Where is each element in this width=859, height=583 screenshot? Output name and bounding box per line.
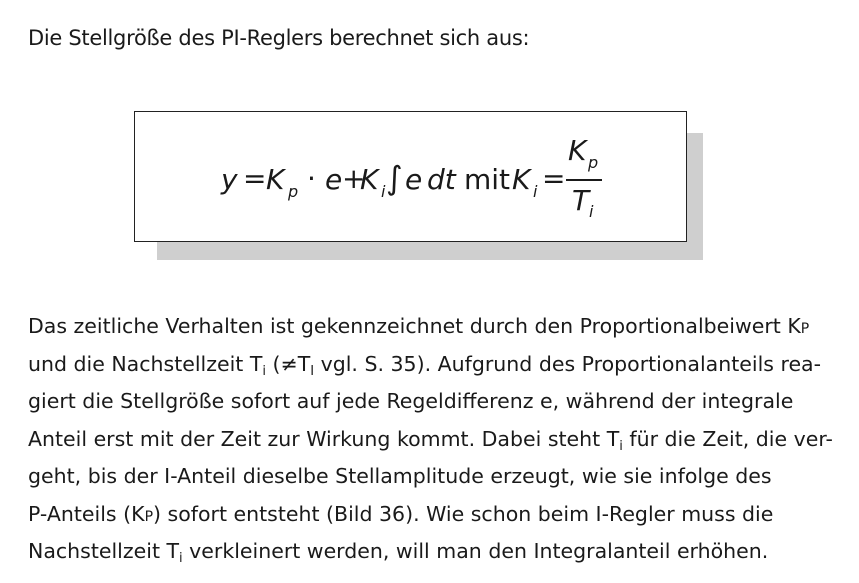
line-1-text: Das zeitliche Verhalten ist gekennzeichnet durch den Proportionalbeiwert K — [28, 314, 801, 338]
line-7-text-b: verkleinert werden, will man den Integralanteil erhöhen. — [182, 539, 769, 563]
paragraph-line-3: giert die Stellgröße sofort auf jede Regeldifferenz e, während der integrale — [28, 389, 794, 413]
formula-fraction-numerator: K — [568, 134, 587, 167]
formula-ki: K — [360, 163, 379, 196]
formula-ki-sub: i — [381, 182, 386, 201]
formula-denominator-sub: i — [589, 202, 594, 221]
line-4-text-a: Anteil erst mit der Zeit zur Wirkung kommt. Dabei steht T — [28, 426, 620, 451]
paragraph-line-4 — [28, 421, 833, 459]
line-7-text-a: Nachstellzeit T — [28, 539, 180, 563]
line-2-text-c: vgl. S. 35). Aufgrund des Proportionalanteils rea- — [314, 351, 822, 376]
ti-subscript: i — [262, 363, 267, 379]
formula-e: e — [325, 163, 343, 196]
ti-subscript-3: i — [179, 551, 183, 566]
line-2-text-a: und die Nachstellzeit T — [28, 351, 263, 376]
line-4-text-b: für die Zeit, die ver- — [622, 426, 833, 451]
body-paragraph — [28, 308, 833, 571]
formula-equals2: = — [542, 162, 566, 195]
formula-kp-sub: p — [288, 182, 299, 201]
paragraph-line-1 — [28, 308, 810, 346]
formula-mit: mit — [464, 163, 511, 196]
formula-y: y — [221, 163, 238, 196]
formula-e2: e — [405, 163, 423, 196]
ti-subscript-2: i — [619, 438, 623, 454]
tI-subscript: I — [310, 363, 315, 379]
paragraph-line-2 — [28, 346, 822, 384]
formula-fraction-denominator: T — [572, 184, 590, 217]
formula-integral: ∫ — [386, 159, 403, 197]
kp-subscript-2: P — [144, 508, 154, 525]
formula-dot: · — [307, 162, 316, 195]
pi-controller-formula — [135, 112, 686, 241]
formula-dt: dt — [427, 163, 456, 196]
formula-numerator-sub: p — [588, 153, 599, 172]
paragraph-line-6 — [28, 496, 796, 534]
kp-subscript: P — [800, 321, 810, 337]
line-6-text-a: P-Anteils (K — [28, 501, 145, 526]
intro-text: Die Stellgröße des PI-Reglers berechnet sich aus: — [28, 26, 530, 50]
formula-kp: K — [266, 163, 285, 196]
line-2-text-b: (≠T — [266, 351, 311, 376]
formula-ki2-sub: i — [533, 182, 538, 201]
formula-ki2: K — [512, 163, 531, 196]
paragraph-line-5: geht, bis der I-Anteil dieselbe Stellamplitude erzeugt, wie sie infolge des — [28, 464, 772, 488]
formula-plus: + — [342, 162, 366, 195]
paragraph-line-7 — [28, 533, 796, 571]
line-6-text-b: ) sofort entsteht (Bild 36). Wie schon beim I-Regler muss die — [153, 501, 774, 526]
formula-box — [134, 111, 687, 242]
formula-equals: = — [243, 162, 267, 195]
fraction-bar — [566, 179, 602, 181]
